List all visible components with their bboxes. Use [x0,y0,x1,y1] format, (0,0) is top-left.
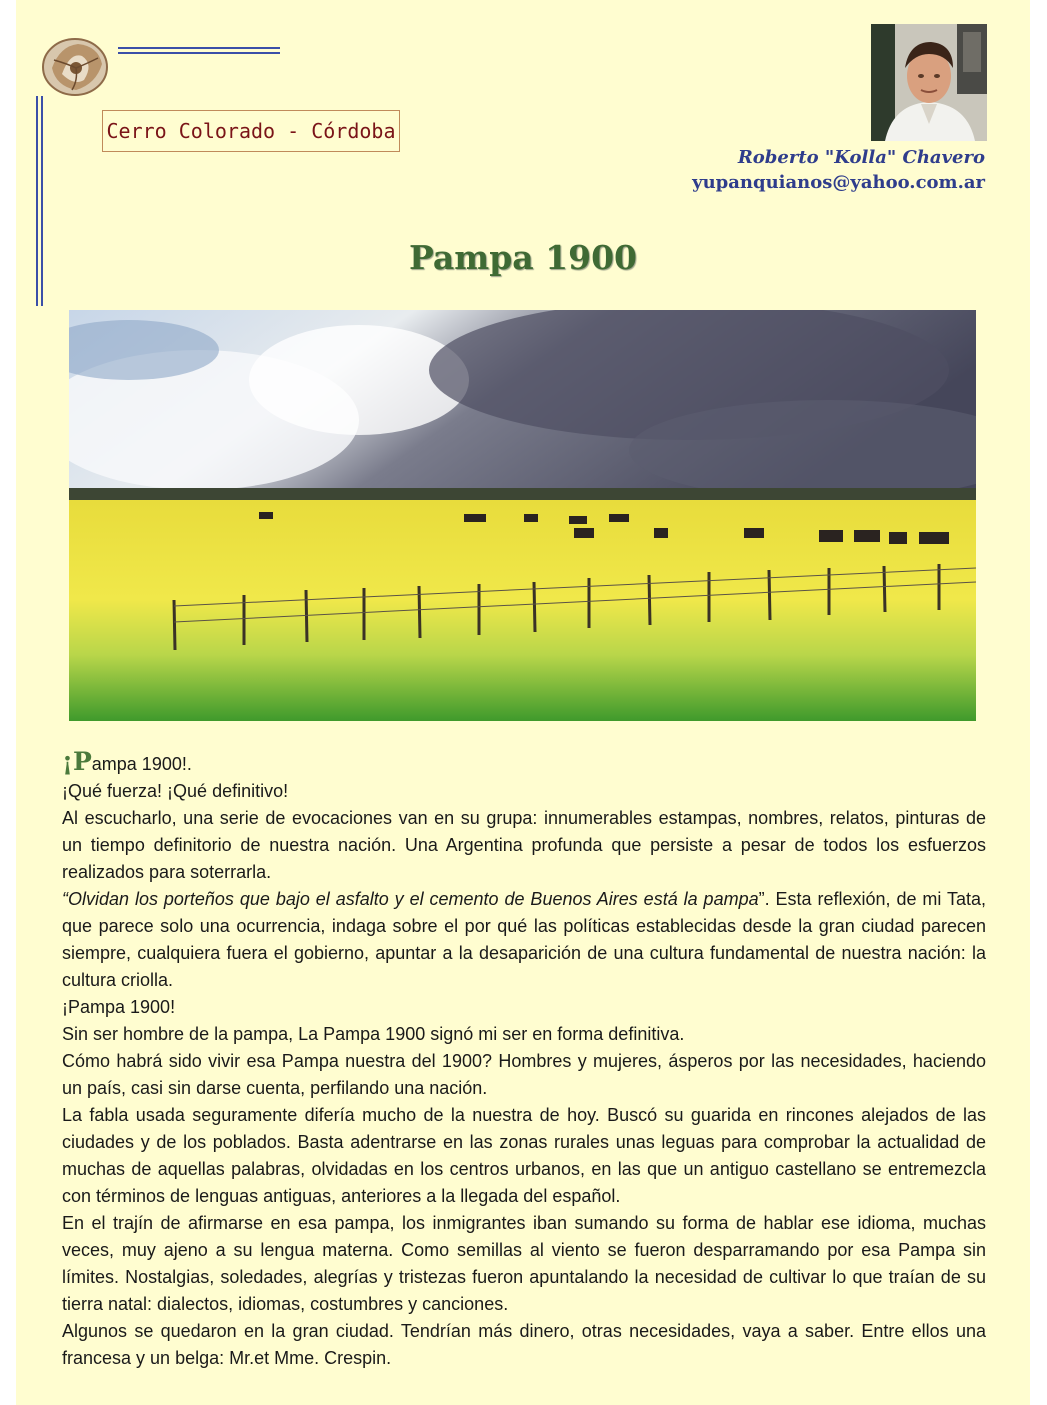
article-paragraph: Algunos se quedaron en la gran ciudad. Tendrían más dinero, otras necesidades, vaya a saber. Entre ellos una francesa y un belga: Mr.et Mme. Crespin. [62,1321,986,1368]
header-rule-top [118,47,280,49]
quote-close-mark: ” [758,889,765,909]
article-paragraph: ¡Qué fuerza! ¡Qué definitivo! [62,781,289,801]
article-paragraph: Cómo habrá sido vivir esa Pampa nuestra del 1900? Hombres y mujeres, ásperos por las necesidades, haciendo un país, casi sin darse cuenta, perfilando una nación. [62,1051,986,1098]
dropcap: ¡P [62,747,92,776]
shell-logo-icon [38,34,114,98]
location-label: Cerro Colorado - Córdoba [102,110,400,152]
opening-line-text: ampa 1900!. [91,754,192,774]
author-photo [871,24,987,141]
article-quote-paragraph [62,886,986,994]
header-rule-bottom [118,52,280,54]
article-paragraph: Al escucharlo, una serie de evocaciones van en su grupa: innumerables estampas, nombres, relatos, pinturas de un tiempo definitorio de nuestra nación. Una Argentina profunda que persiste a pesar de todos los esfuerzos realizados para soterrarla. [62,808,986,882]
author-email: yupanquianos@yahoo.com.ar [692,172,985,193]
page-title: Pampa 1900 [408,238,638,277]
article-paragraph: En el trajín de afirmarse en esa pampa, los inmigrantes iban sumando su forma de hablar ese idioma, muchas veces, muy ajeno a su lengua materna. Como semillas al viento se fueron desparramando por esa Pampa sin límites. Nostalgias, soledades, alegrías y tristezas fueron apuntalando la necesidad de cultivar lo que traían de su tierra natal: dialectos, idiomas, costumbres y canciones. [62,1213,986,1314]
quote-continuation: . Esta reflexión, de mi Tata, que parece solo una ocurrencia, indaga sobre el por qué las políticas establecidas desde la gran ciudad parecen siempre, cualquiera fuera el gobierno, apuntar a la desaparición de una cultura fundamental de nuestra nación: la cultura criolla. [62,889,987,990]
quote-text: “Olvidan los porteños que bajo el asfalto y el cemento de Buenos Aires está la pampa [62,889,759,909]
article-opening-line [62,748,986,778]
article-paragraph: La fabla usada seguramente difería mucho de la nuestra de hoy. Buscó su guarida en rincones alejados de las ciudades y de los poblados. Basta adentrarse en las zonas rurales unas leguas para comprobar la actualidad de muchas de aquellas palabras, olvidadas en los centros urbanos, en las que un antiguo castellano se entremezcla con términos de lenguas antiguas, anteriores a la llegada del español. [62,1105,986,1206]
article-body [62,748,986,1372]
article-paragraph: Sin ser hombre de la pampa, La Pampa 1900 signó mi ser en forma definitiva. [62,1024,685,1044]
page [16,0,1030,1405]
pampa-landscape-image [69,310,976,721]
article-paragraph: ¡Pampa 1900! [62,997,176,1017]
author-name: Roberto "Kolla" Chavero [737,147,985,168]
